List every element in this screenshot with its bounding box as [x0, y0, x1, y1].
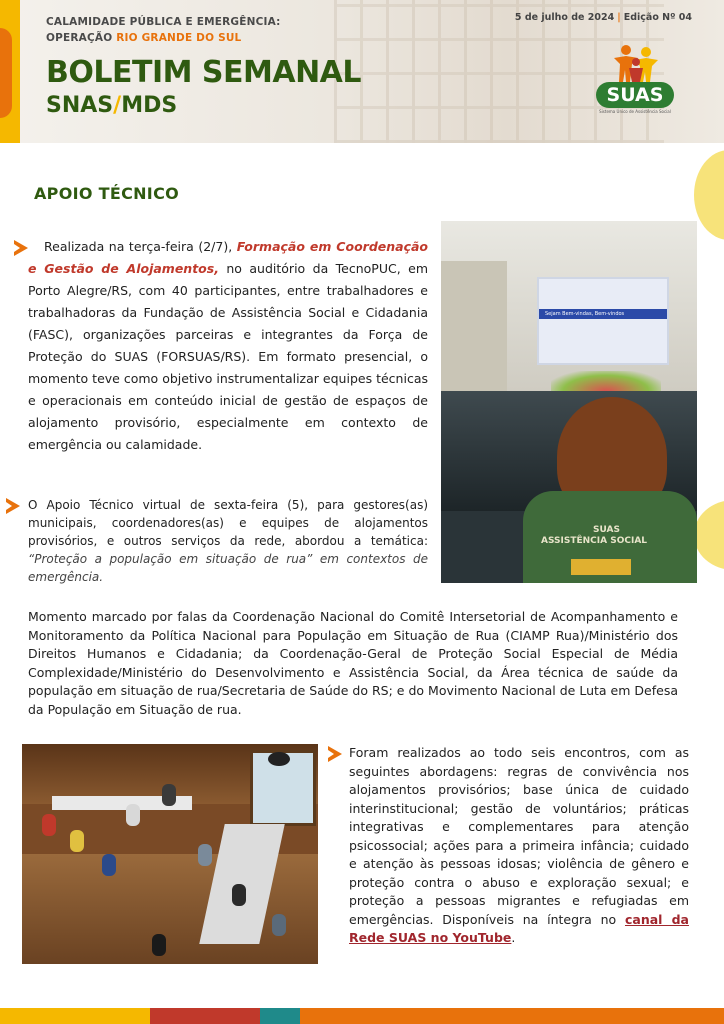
edition-info — [515, 12, 692, 23]
page-subtitle — [46, 92, 177, 120]
person-figure — [102, 854, 116, 876]
subtitle-snas: SNAS — [46, 93, 114, 118]
header-accent-orange — [0, 28, 12, 118]
footer-color-bar — [0, 1008, 724, 1024]
section-title: APOIO TÉCNICO — [34, 184, 180, 203]
subtitle-mds: MDS — [121, 93, 178, 118]
person-figure — [152, 934, 166, 956]
vest-lettering — [541, 525, 647, 547]
person-figure — [272, 914, 286, 936]
photo-meeting-lamp — [268, 752, 290, 766]
footer-bar-yellow — [0, 1008, 150, 1024]
paragraph-4-body: Foram realizados ao todo seis encontros, com as seguintes abordagens: regras de convivência nos alojamentos provisórios; base única de cuidado interinstitucional; gestão de voluntários; práticas integrativas e complementares para atenção psicossocial; ações para a primeira infância; cuidado e atenção às pessoas idosas; violência de gênero e proteção contra o abuso e exploração sexual; e proteção a pessoas migrantes e refugiadas em emergências. Disponíveis na íntegra no — [349, 745, 689, 927]
paragraph-4-end: . — [511, 930, 516, 945]
vest-line-1: SUAS — [593, 525, 620, 535]
person-figure — [232, 884, 246, 906]
edition-separator: | — [617, 12, 621, 23]
paragraph-encontros — [349, 744, 689, 948]
paragraph-apoio-virtual — [28, 496, 428, 586]
paragraph-1-highlight: Formação em Coordenação e Gestão de Alojamentos, — [28, 239, 429, 276]
kicker-line-1: CALAMIDADE PÚBLICA E EMERGÊNCIA: — [46, 16, 281, 28]
bullet-arrow-icon — [14, 240, 28, 256]
photo-auditorium — [441, 221, 697, 583]
subtitle-slash: / — [113, 93, 122, 118]
suas-logo — [596, 42, 674, 120]
logo-tagline: Sistema Único de Assistência Social — [599, 109, 671, 114]
edition-date: 5 de julho de 2024 — [514, 12, 615, 23]
paragraph-1-lead: Realizada na terça-feira (2/7), — [44, 239, 237, 254]
person-figure — [126, 804, 140, 826]
people-figures-icon — [596, 42, 674, 86]
person-figure — [162, 784, 176, 806]
paragraph-participantes: Momento marcado por falas da Coordenação Nacional do Comitê Intersetorial de Acompanhamento e Monitoramento da Política Nacional para População em Situação de Rua (CIAMP Rua)/Ministério dos Direitos Humanos e Cidadania; da Coordenação-Geral de Proteção Social Especial de Média Complexidade/Ministério do Desenvolvimento e Assistência Social, da Área técnica de saúde da população em situação de rua/Secretaria de Saúde do RS; e do Movimento Nacional de Luta em Defesa da População em Situação de rua. — [28, 609, 678, 717]
photo-auditorium-side-wall — [441, 261, 507, 391]
logo-wordmark: SUAS — [596, 82, 674, 108]
kicker-line-2 — [46, 30, 281, 46]
footer-bar-orange — [300, 1008, 724, 1024]
page-title: BOLETIM SEMANAL — [46, 55, 362, 90]
paragraph-2-theme: “Proteção a população em situação de rua” em contextos de emergência. — [28, 552, 428, 584]
kicker-highlight: RIO GRANDE DO SUL — [116, 32, 242, 44]
paragraph-formacao — [28, 236, 428, 456]
paragraph-1-body: no auditório da TecnoPUC, em Porto Alegre/RS, com 40 participantes, entre trabalhadores e trabalhadoras da Fundação de Assistência Social e Cidadania (FASC), organizações parceiras e integrantes da Força de Proteção do SUAS (FORSUAS/RS). Em formato presencial, o momento teve como objetivo instrumentalizar equipes técnicas e operacionais em conteúdo inicial de gestão de espaços de alojamento provisório, especialmente em contexto de emergência ou calamidade. — [28, 261, 428, 452]
footer-bar-teal — [260, 1008, 300, 1024]
paragraph-2-body: O Apoio Técnico virtual de sexta-feira (5), para gestores(as) municipais, coordenadores(as) e equipes de alojamentos provisórios, e outros serviços da rede, abordou a temática: — [28, 498, 428, 548]
edition-number: Edição Nº 04 — [623, 12, 692, 23]
projection-screen — [537, 277, 669, 365]
header-banner — [0, 0, 724, 143]
bullet-arrow-icon — [6, 498, 20, 514]
header-kicker — [46, 14, 281, 46]
person-figure — [70, 830, 84, 852]
person-figure — [198, 844, 212, 866]
youtube-channel-link[interactable]: canal da Rede SUAS no YouTube — [349, 911, 689, 945]
person-figure — [42, 814, 56, 836]
projection-screen-text: Sejam Bem-vindas, Bem-vindos — [545, 311, 625, 317]
vest-line-2: ASSISTÊNCIA SOCIAL — [541, 536, 648, 546]
decorative-blob-top — [694, 150, 724, 240]
decorative-blob-middle — [694, 500, 724, 570]
footer-bar-red — [150, 1008, 260, 1024]
vest-logo-badge — [571, 559, 631, 575]
bullet-arrow-icon — [328, 746, 342, 762]
kicker-prefix: OPERAÇÃO — [46, 32, 117, 44]
photo-meeting-room — [22, 744, 318, 964]
